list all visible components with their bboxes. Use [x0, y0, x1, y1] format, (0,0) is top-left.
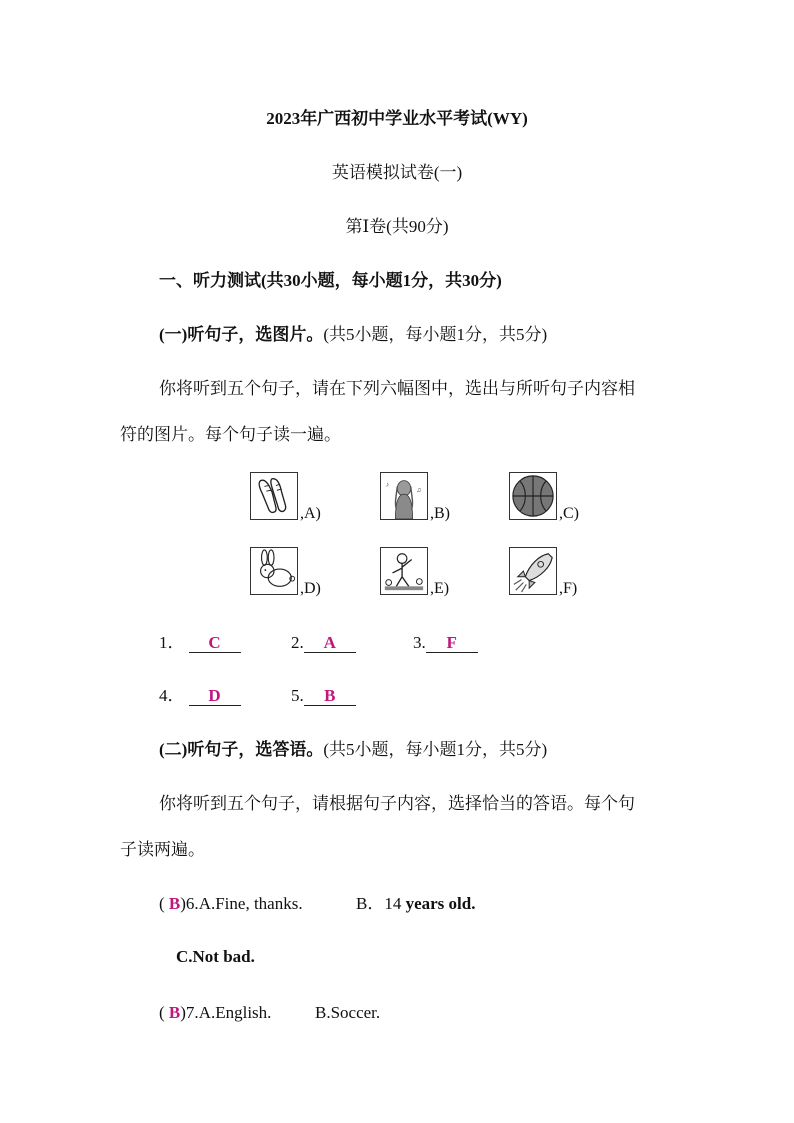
sneakers-icon	[250, 472, 298, 520]
part2-instruction-line2: 子读两遍。	[120, 840, 205, 859]
girl-singing-icon	[380, 472, 428, 520]
option-b-prefix: B．14	[356, 894, 406, 913]
part1-instruction-line2: 符的图片。每个句子读一遍。	[120, 425, 341, 444]
part2-heading-score: (共5小题，每小题1分，共5分)	[323, 740, 548, 759]
answer-blank: B	[304, 687, 356, 706]
question-number: 3.	[413, 633, 426, 652]
part1-instruction-line1: 你将听到五个句子，请在下列六幅图中，选出与所听句子内容相	[159, 379, 635, 398]
paren-open: (	[159, 1003, 165, 1022]
volume-heading: 第Ⅰ卷(共90分)	[345, 217, 449, 236]
question-number: 2.	[291, 633, 304, 652]
svg-text:♫: ♫	[416, 487, 422, 495]
picture-label-c: ,C)	[559, 505, 579, 522]
part1-heading-main: (一)听句子，选图片。	[159, 325, 324, 344]
question-6-number: )6.	[180, 894, 199, 913]
question-7-option-b: B.Soccer.	[315, 1003, 381, 1022]
answer-blank: F	[426, 634, 478, 653]
answer-item-5	[291, 685, 356, 707]
question-7-number: )7.	[180, 1003, 199, 1022]
part2-heading-main: (二)听句子，选答语。	[159, 740, 324, 759]
question-number: 5.	[291, 686, 304, 705]
option-b-text: years old.	[405, 894, 476, 913]
question-6	[159, 893, 303, 915]
exam-subtitle: 英语模拟试卷(一)	[331, 163, 463, 182]
picture-label-b: ,B)	[430, 505, 450, 522]
picture-label-e: ,E)	[430, 580, 450, 597]
answer-blank: D	[189, 687, 241, 706]
picture-label-d: ,D)	[300, 580, 321, 597]
question-number: 4．	[159, 686, 185, 705]
answer-item-3	[413, 632, 478, 654]
answer-item-4	[159, 685, 241, 707]
answer-blank: C	[189, 634, 241, 653]
question-6-option-c: C.Not bad.	[176, 947, 255, 966]
question-7	[159, 1002, 271, 1024]
girl-gardening-icon	[380, 547, 428, 595]
rabbit-icon	[250, 547, 298, 595]
part1-heading	[159, 324, 547, 346]
part2-heading	[159, 739, 547, 761]
question-6-option-b	[356, 893, 475, 915]
basketball-icon	[509, 472, 557, 520]
svg-text:♪: ♪	[385, 481, 390, 489]
rocket-icon	[509, 547, 557, 595]
exam-title: 2023年广西初中学业水平考试(WY)	[266, 109, 528, 128]
question-6-option-a: A.Fine, thanks.	[198, 894, 303, 913]
question-6-answer: B	[168, 894, 181, 913]
answer-blank: A	[304, 634, 356, 653]
picture-label-a: ,A)	[300, 505, 321, 522]
picture-label-f: ,F)	[559, 580, 578, 597]
paren-open: (	[159, 894, 165, 913]
answer-item-2	[291, 632, 356, 654]
answer-item-1	[159, 632, 241, 654]
part1-heading-score: (共5小题，每小题1分，共5分)	[323, 325, 548, 344]
question-7-answer: B	[168, 1003, 181, 1022]
part2-instruction-line1: 你将听到五个句子，请根据句子内容，选择恰当的答语。每个句	[159, 794, 635, 813]
section1-heading: 一、听力测试(共30小题，每小题1分，共30分)	[159, 271, 502, 290]
question-number: 1．	[159, 633, 185, 652]
question-7-option-a: A.English.	[198, 1003, 272, 1022]
